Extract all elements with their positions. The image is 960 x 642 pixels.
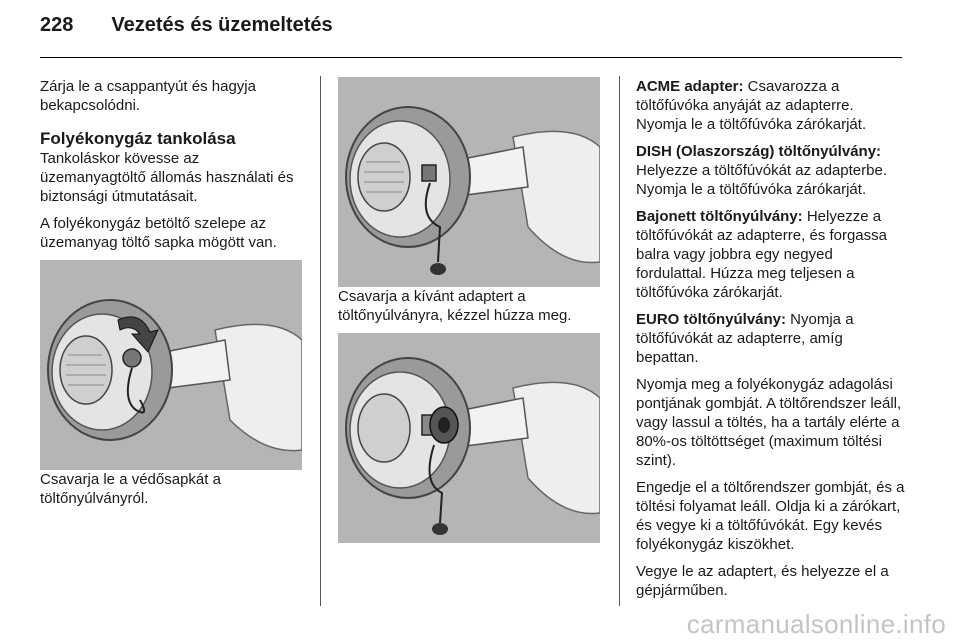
term-text: Nyomja a töltőfúvókát az adapterre, amíg bepattan.: [636, 311, 854, 366]
term-label: DISH (Olaszország) töltőnyúlvány:: [636, 143, 882, 160]
term-label: Bajonett töltőnyúlvány:: [636, 208, 803, 225]
page-number: 228: [40, 14, 74, 36]
fuel-flap-adapter-illustration: [338, 77, 600, 287]
fuel-flap-illustration: [40, 260, 302, 470]
section-heading: Folyékonygáz tankolása: [40, 129, 236, 148]
column-divider: [320, 76, 321, 606]
term-text: Helyezze a töltőfúvókát az adapterre, és forgassa balra vagy jobbra egy negyed fordulattal. Húzza meg teljesen a töltőfúvóka zárókarját.: [636, 208, 887, 301]
paragraph-acme: [636, 77, 906, 134]
page-header: [40, 14, 333, 37]
term-text: Helyezze a töltőfúvókát az adapterbe. Nyomja le a töltőfúvóka zárókarját.: [636, 162, 887, 198]
term-label: ACME adapter:: [636, 78, 744, 95]
figure-attach-nozzle: [338, 333, 600, 543]
column-3: [636, 77, 906, 608]
term-label: EURO töltőnyúlvány:: [636, 311, 787, 328]
paragraph-dish: [636, 142, 906, 199]
column-1: [40, 77, 308, 516]
figure-caption: Csavarja le a védősapkát a töltőnyúlványról.: [40, 471, 221, 507]
paragraph: Vegye le az adaptert, és helyezze el a gépjárműben.: [636, 563, 889, 599]
column-2: [338, 77, 604, 543]
figure-caption: Csavarja a kívánt adaptert a töltőnyúlványra, kézzel húzza meg.: [338, 288, 572, 324]
paragraph-euro: [636, 310, 906, 367]
intro-text: Zárja le a csappantyút és hagyja bekapcsolódni.: [40, 78, 256, 114]
column-divider: [619, 76, 620, 606]
header-rule: [40, 57, 902, 58]
paragraph: Nyomja meg a folyékonygáz adagolási pontjának gombját. A töltőrendszer leáll, vagy lassul a töltés, ha a tartály elérte a 80%-os töltöttséget (maximum töltési szint).: [636, 376, 902, 469]
watermark: carmanualsonline.info: [686, 609, 946, 639]
paragraph: Engedje el a töltőrendszer gombját, és a töltési folyamat leáll. Oldja ki a zárókart, és vegye ki a töltőfúvókát. Egy kevés folyékonygáz kiszökhet.: [636, 479, 905, 553]
fuel-flap-nozzle-illustration: [338, 333, 600, 543]
paragraph-bajonett: [636, 207, 906, 302]
paragraph: A folyékonygáz betöltő szelepe az üzemanyag töltő sapka mögött van.: [40, 215, 277, 251]
term-text: Csavarozza a töltőfúvóka anyáját az adapterre. Nyomja le a töltőfúvóka zárókarját.: [636, 78, 867, 133]
paragraph: Tankoláskor kövesse az üzemanyagtöltő állomás használati és biztonsági útmutatásait.: [40, 150, 294, 205]
figure-remove-cap: [40, 260, 302, 470]
chapter-title: Vezetés és üzemeltetés: [111, 14, 333, 36]
figure-screw-adapter: [338, 77, 600, 287]
